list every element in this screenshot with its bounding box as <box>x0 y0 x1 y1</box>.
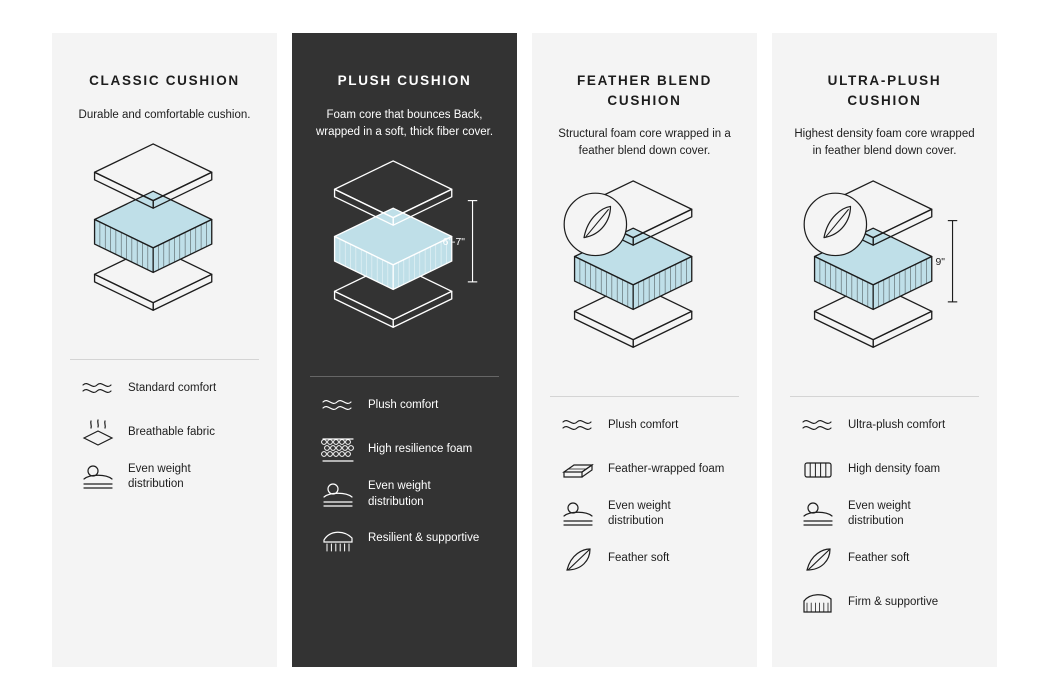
wave-icon <box>320 391 356 421</box>
cushion-layers-diagram <box>550 175 739 390</box>
panel-title: FEATHER BLEND CUSHION <box>576 73 713 108</box>
feature-item <box>560 499 739 530</box>
height-dimension <box>443 201 478 282</box>
feature-label: Even weight distribution <box>368 480 431 508</box>
wave-icon <box>560 411 596 441</box>
panel-description: Durable and comfortable cushion. <box>78 108 251 121</box>
even-weight-icon <box>320 480 356 510</box>
height-label: 6"-7" <box>442 237 465 249</box>
even-weight-icon <box>800 499 836 529</box>
panel-plush-cushion <box>292 33 517 667</box>
feature-list <box>790 411 979 618</box>
feature-label: High density foam <box>848 462 941 475</box>
panel-feather-blend-cushion <box>532 33 757 667</box>
feature-item <box>560 411 739 441</box>
leaf-icon <box>800 544 836 574</box>
wave-icon <box>80 374 116 404</box>
wave-icon <box>800 411 836 441</box>
even-weight-icon <box>80 462 116 492</box>
even-weight-icon <box>80 462 116 492</box>
divider <box>550 396 739 397</box>
wave-icon <box>800 411 836 441</box>
feature-item <box>800 499 979 530</box>
height-dimension <box>936 220 958 301</box>
support-icon <box>320 524 356 554</box>
feature-list <box>550 411 739 574</box>
feature-label: Breathable fabric <box>128 426 215 439</box>
even-weight-icon <box>800 499 836 529</box>
support-icon <box>320 524 356 554</box>
feature-item <box>560 544 739 574</box>
wave-icon <box>560 411 596 441</box>
even-weight-icon <box>560 499 596 529</box>
feature-label: Even weight distribution <box>608 499 671 528</box>
honeycomb-icon <box>320 435 356 465</box>
wave-icon <box>320 391 356 421</box>
feature-item <box>800 411 979 441</box>
feature-item <box>80 374 259 404</box>
feature-label: Ultra-plush comfort <box>848 418 946 431</box>
feature-item <box>320 435 499 465</box>
feature-item <box>80 462 259 493</box>
divider <box>310 376 499 377</box>
feature-item <box>320 479 499 510</box>
feather-wrapped-foam-icon <box>560 455 596 485</box>
feature-item <box>320 524 499 554</box>
divider <box>70 359 259 360</box>
breathable-fabric-icon <box>80 418 116 448</box>
leaf-badge <box>564 193 626 255</box>
panel-title: ULTRA-PLUSH CUSHION <box>827 73 942 108</box>
divider <box>790 396 979 397</box>
feature-item <box>800 544 979 574</box>
leaf-icon <box>800 544 836 574</box>
firm-support-icon <box>800 588 836 618</box>
feature-item <box>800 588 979 618</box>
feature-item <box>560 455 739 485</box>
feature-label: Feather soft <box>848 551 910 564</box>
feature-item <box>80 418 259 448</box>
breathable-fabric-icon <box>80 418 116 448</box>
feather-wrapped-foam-icon <box>560 455 596 485</box>
feature-label: Plush comfort <box>368 399 439 412</box>
feature-list <box>70 374 259 493</box>
panel-description: Foam core that bounces Back, wrapped in a soft, thick fiber cover. <box>315 108 494 138</box>
firm-support-icon <box>800 588 836 618</box>
density-icon <box>800 455 836 485</box>
panel-ultra-plush-cushion <box>772 33 997 667</box>
feature-list <box>310 391 499 554</box>
feature-label: Even weight distribution <box>848 499 911 528</box>
height-label: 9" <box>935 256 945 268</box>
density-icon <box>800 455 836 485</box>
panel-title: CLASSIC CUSHION <box>89 73 240 88</box>
panel-description: Structural foam core wrapped in a feather blend down cover. <box>558 128 731 158</box>
leaf-icon <box>560 544 596 574</box>
panel-description: Highest density foam core wrapped in feather blend down cover. <box>794 128 975 158</box>
diagram-area <box>310 155 499 370</box>
even-weight-icon <box>560 499 596 529</box>
feature-label: High resilience foam <box>368 443 473 456</box>
feature-label: Even weight distribution <box>128 462 191 491</box>
diagram-area <box>790 175 979 390</box>
even-weight-icon <box>320 480 356 510</box>
diagram-area <box>70 138 259 353</box>
panel-title: PLUSH CUSHION <box>337 73 472 88</box>
feature-label: Resilient & supportive <box>368 532 480 545</box>
panel-classic-cushion <box>52 33 277 667</box>
feature-label: Feather soft <box>608 551 670 564</box>
honeycomb-icon <box>320 435 356 465</box>
cushion-layers-diagram <box>790 175 979 390</box>
wave-icon <box>80 374 116 404</box>
diagram-area <box>550 175 739 390</box>
feature-label: Firm & supportive <box>848 595 939 608</box>
feature-label: Standard comfort <box>128 382 217 395</box>
feature-item <box>800 455 979 485</box>
leaf-icon <box>560 544 596 574</box>
cushion-layers-diagram <box>70 138 259 353</box>
feature-label: Feather-wrapped foam <box>608 462 725 475</box>
feature-label: Plush comfort <box>608 418 679 431</box>
cushion-layers-diagram <box>310 155 499 370</box>
feature-item <box>320 391 499 421</box>
leaf-badge <box>804 193 866 255</box>
